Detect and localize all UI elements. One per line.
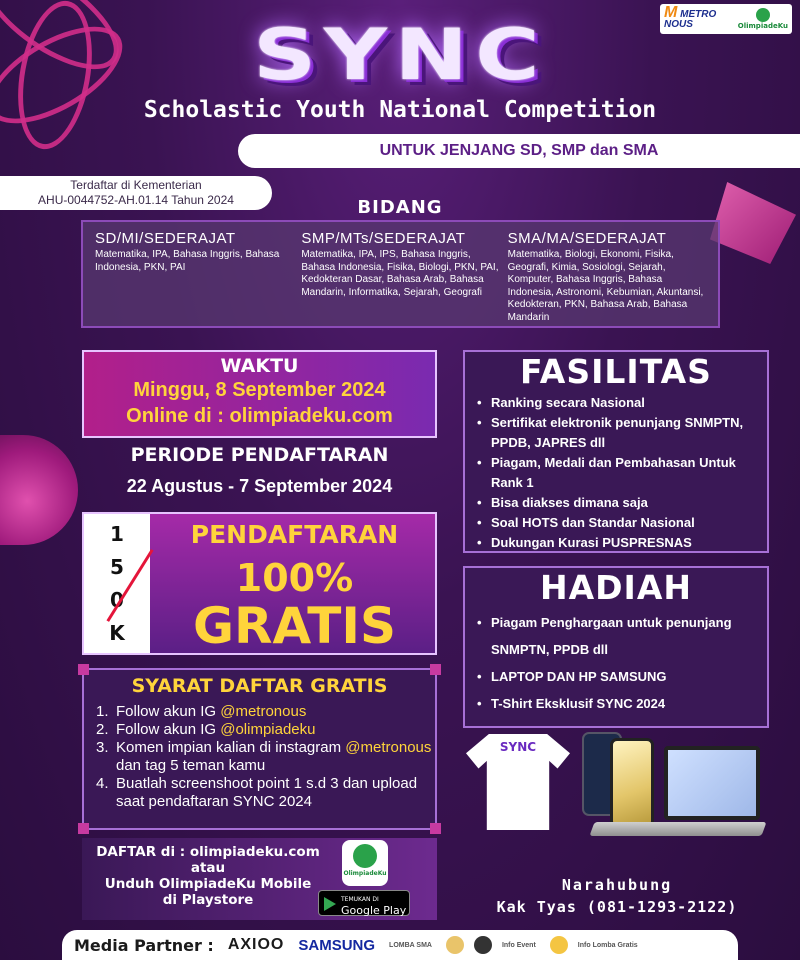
bidang-column-sd: SD/MI/SEDERAJAT Matematika, IPA, Bahasa Inggris, Bahasa Indonesia, PKN, PAI <box>95 230 280 273</box>
event-subtitle: Scholastic Youth National Competition <box>143 97 657 123</box>
event-online-link[interactable]: Online di : olimpiadeku.com <box>126 405 393 427</box>
partner-info-lomba-logo: Info Lomba Gratis <box>577 941 638 949</box>
phone-image <box>610 738 654 828</box>
hadiah-panel <box>463 566 769 728</box>
laptop-base-image <box>589 822 766 836</box>
gratis-label: GRATIS <box>192 597 397 655</box>
corner-decoration <box>78 664 89 675</box>
waktu-label: WAKTU <box>220 355 299 377</box>
list-item: • Dukungan Kurasi PUSPRESNAS <box>477 533 767 553</box>
corner-decoration <box>430 823 441 834</box>
list-item: • Piagam, Medali dan Pembahasan Untuk Rank 1 <box>477 453 767 493</box>
partner-badge-icon <box>474 936 492 954</box>
discount-percent: 100% <box>235 556 354 600</box>
fasilitas-title: FASILITAS <box>520 352 712 391</box>
list-item: • T-Shirt Eksklusif SYNC 2024 <box>477 690 767 717</box>
media-partner-label: Media Partner : <box>74 935 214 955</box>
syarat-title: SYARAT DAFTAR GRATIS <box>131 675 388 697</box>
metronous-logo: M METRO NOUS <box>664 4 717 30</box>
free-registration-panel <box>82 512 437 655</box>
syarat-list <box>84 703 435 811</box>
test-tube-decoration-icon <box>710 182 796 264</box>
media-partner-bar <box>62 930 738 960</box>
pendaftaran-label: PENDAFTARAN <box>190 520 399 549</box>
list-item: 2. Follow akun IG @olimpiadeku <box>96 721 316 738</box>
partner-axioo-logo: AXIOO <box>227 936 285 953</box>
bidang-column-smp: SMP/MTs/SEDERAJAT Matematika, IPA, IPS, Bahasa Inggris, Bahasa Indonesia, Fisika, Biologi, PKN, PAI, Kedokteran Dasar, Bahasa Arab, Bahasa Mandarin, Informatika, Sejarah, Geografi <box>301 230 499 298</box>
partner-lomba-sma-logo: LOMBA SMA <box>389 941 432 949</box>
list-item: • Piagam Penghargaan untuk penunjang SNMPTN, PPDB dll <box>477 609 767 663</box>
bidang-panel <box>81 220 720 328</box>
registration-badge: Terdaftar di Kementerian AHU-0044752-AH.01.14 Tahun 2024 <box>0 176 272 210</box>
periode-dates: 22 Agustus - 7 September 2024 <box>126 476 393 496</box>
waktu-panel <box>82 350 437 438</box>
bidang-title: BIDANG <box>357 197 443 218</box>
corner-decoration <box>430 664 441 675</box>
contact-label: Narahubung <box>561 876 673 894</box>
hadiah-list <box>465 609 767 717</box>
list-item: 3. Komen impian kalian di instagram @metronous dan tag 5 teman kamu <box>96 739 432 774</box>
old-price: 1 5 0 K <box>84 514 150 653</box>
list-item: • Bisa diakses dimana saja <box>477 493 767 513</box>
contact-person[interactable]: Kak Tyas (081-1293-2122) <box>496 898 738 916</box>
syarat-panel <box>82 668 437 830</box>
partner-badge-icon <box>446 936 464 954</box>
hadiah-title: HADIAH <box>540 568 692 607</box>
education-level-banner: UNTUK JENJANG SD, SMP dan SMA <box>238 134 800 168</box>
list-item: 1. Follow akun IG @metronous <box>96 703 307 720</box>
olimpiadeku-logo: OlimpiadeKu <box>738 8 788 30</box>
periode-label: PERIODE PENDAFTARAN <box>130 444 389 466</box>
list-item: 4. Buatlah screenshoot point 1 s.d 3 dan upload saat pendaftaran SYNC 2024 <box>96 775 418 810</box>
corner-decoration <box>78 823 89 834</box>
daftar-text: DAFTAR di : olimpiadeku.com atau Unduh OlimpiadeKu Mobile di Playstore <box>96 844 320 908</box>
partner-badge-icon <box>550 936 568 954</box>
event-date: Minggu, 8 September 2024 <box>133 379 386 401</box>
partner-samsung-logo: SAMSUNG <box>298 936 376 954</box>
list-item: • LAPTOP DAN HP SAMSUNG <box>477 663 767 690</box>
laptop-image <box>664 746 760 820</box>
event-title: SYNC <box>253 14 547 96</box>
fasilitas-list <box>465 393 767 553</box>
daftar-panel <box>82 838 437 920</box>
olimpiadeku-app-icon[interactable]: OlimpiadeKu <box>342 840 388 886</box>
list-item: • Soal HOTS dan Standar Nasional <box>477 513 767 533</box>
list-item: • Ranking secara Nasional <box>477 393 767 413</box>
google-play-button[interactable]: TEMUKAN DI Google Play <box>318 890 410 916</box>
play-store-icon <box>324 897 336 911</box>
tshirt-logo: SYNC <box>499 740 537 754</box>
list-item: • Sertifikat elektronik penunjang SNMPTN, PPDB, JAPRES dll <box>477 413 767 453</box>
fasilitas-panel <box>463 350 769 553</box>
bidang-column-sma: SMA/MA/SEDERAJAT Matematika, Biologi, Ekonomi, Fisika, Geografi, Kimia, Sosiologi, Sejarah, Komputer, Bahasa Inggris, Bahasa Indonesia, Astronomi, Kebumian, Akuntansi, Kedokteran, PKN, Bahasa Arab, Bahasa Mandarin <box>507 230 704 323</box>
flask-decoration-icon <box>0 435 78 545</box>
partner-info-event-logo: Info Event <box>501 941 536 949</box>
